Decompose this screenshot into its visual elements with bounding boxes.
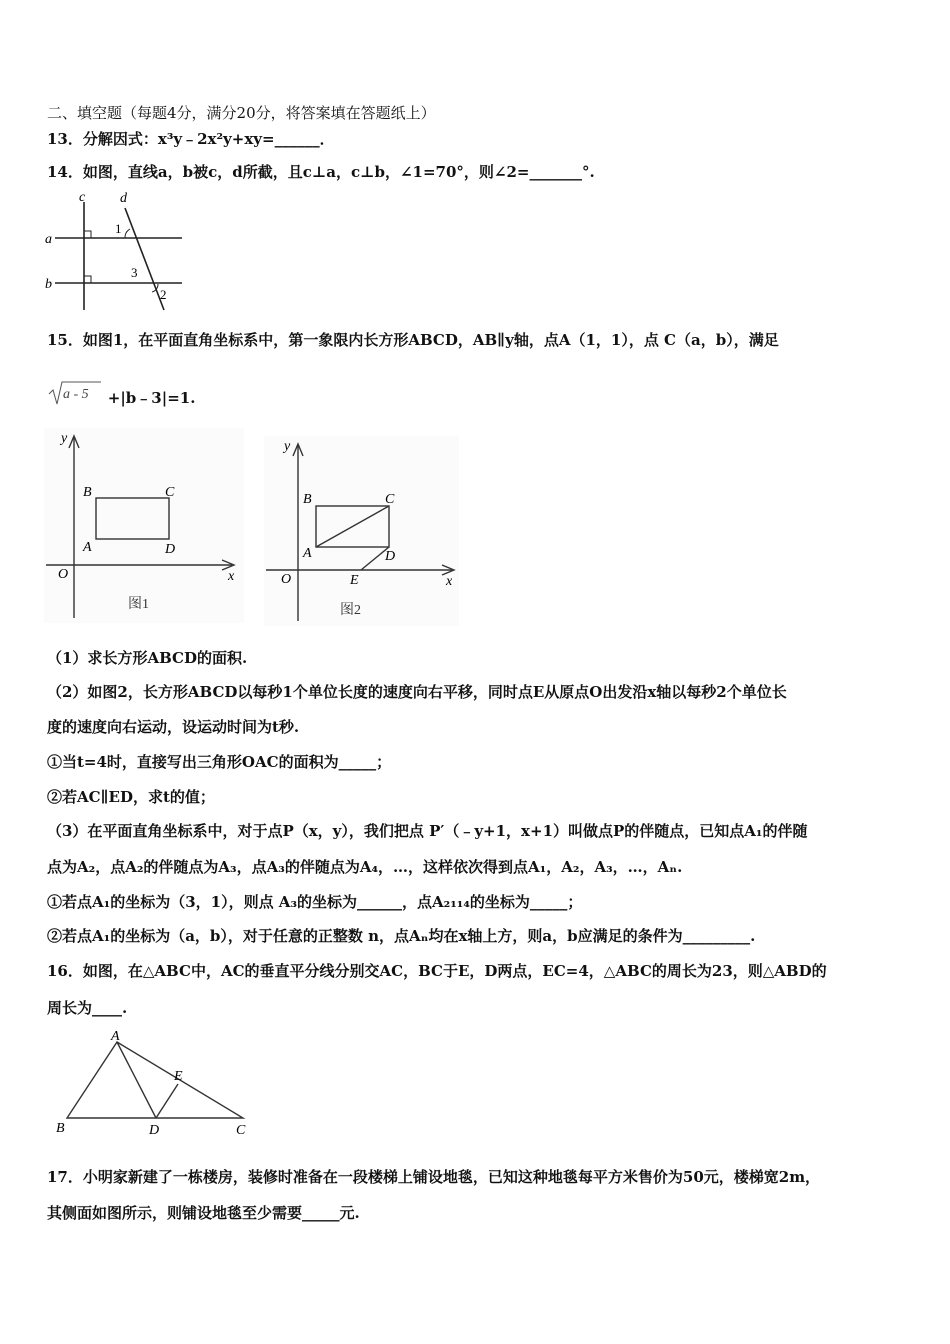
section-heading: 二、填空题（每题4分，满分20分，将答案填在答题纸上）: [47, 104, 436, 122]
fig2-label-B: B: [303, 492, 312, 507]
q15-part1: （1）求长方形ABCD的面积.: [47, 649, 248, 667]
fig2-label-x: x: [446, 574, 453, 589]
q14-label-2: 2: [160, 287, 167, 302]
q14-label-c: c: [79, 190, 86, 205]
q14-label-b: b: [45, 277, 52, 292]
q16-figure: [50, 1028, 255, 1143]
fig1-label-A: A: [83, 540, 92, 555]
q15-figure-1: [44, 428, 244, 623]
q14-label-1: 1: [115, 221, 122, 236]
q16-label-B: B: [56, 1121, 65, 1136]
q15-part2-line1: （2）如图2，长方形ABCD以每秒1个单位长度的速度向右平移，同时点E从原点O出发沿x轴以每秒2个单位长: [47, 683, 787, 701]
q14-text: 14．如图，直线a，b被c，d所截，且c⊥a，c⊥b，∠1=70°，则∠2=_______°.: [47, 163, 595, 181]
q17-line1: 17．小明家新建了一栋楼房，装修时准备在一段楼梯上铺设地毯，已知这种地毯每平方米售价为50元，楼梯宽2m，: [47, 1168, 821, 1186]
q15-part2-line2: 度的速度向右运动，设运动时间为t秒.: [47, 718, 300, 736]
fig1-label-x: x: [228, 569, 235, 584]
q14-label-3: 3: [131, 265, 138, 280]
q16-label-C: C: [236, 1123, 246, 1138]
q13-text: 13．分解因式：x³y﹣2x²y+xy=______．: [47, 130, 335, 148]
fig1-label-y: y: [61, 431, 68, 446]
fig2-caption: 图2: [340, 603, 361, 618]
q15-part2-item1: ①当t=4时，直接写出三角形OAC的面积为_____；: [47, 753, 392, 771]
q15-condition-tail: +|b﹣3|=1.: [107, 389, 196, 407]
q15-part2-item2: ②若AC∥ED，求t的值；: [47, 788, 215, 806]
fig1-caption: 图1: [128, 597, 149, 612]
fig1-label-D: D: [165, 542, 176, 557]
fig1-label-O: O: [58, 567, 69, 582]
q15-part3-item1: ①若点A₁的坐标为（3，1），则点 A₃的坐标为______，点A₂₁₁₄的坐标为_____；: [47, 893, 583, 911]
q16-line2: 周长为____.: [47, 999, 128, 1017]
q15-part3-item2: ②若点A₁的坐标为（a，b），对于任意的正整数 n，点Aₙ均在x轴上方，则a，b应满足的条件为_________.: [47, 927, 756, 945]
q16-line1: 16．如图，在△ABC中，AC的垂直平分线分别交AC，BC于E，D两点，EC=4，△ABC的周长为23，则△ABD的: [47, 962, 827, 980]
q15-part3-line1: （3）在平面直角坐标系中，对于点P（x，y），我们把点 P′（﹣y+1，x+1）叫做点P的伴随点，已知点A₁的伴随: [47, 822, 808, 840]
q16-label-E: E: [174, 1069, 183, 1084]
fig1-label-C: C: [165, 485, 175, 500]
q15-part3-line2: 点为A₂，点A₂的伴随点为A₃，点A₃的伴随点为A₄，…，这样依次得到点A₁，A₂，A₃，…，Aₙ.: [47, 858, 683, 876]
fig2-label-A: A: [303, 546, 312, 561]
q15-sqrt: [47, 378, 103, 408]
fig1-label-B: B: [83, 485, 92, 500]
q15-condition: [47, 378, 195, 408]
q17-line2: 其侧面如图所示，则铺设地毯至少需要_____元.: [47, 1204, 360, 1222]
fig2-label-C: C: [385, 492, 395, 507]
q16-label-A: A: [111, 1029, 120, 1044]
q15-line1: 15．如图1，在平面直角坐标系中，第一象限内长方形ABCD，AB∥y轴，点A（1，1），点 C（a，b），满足: [47, 331, 779, 349]
fig2-label-D: D: [385, 549, 396, 564]
q15-figure-2: [264, 436, 459, 626]
q14-label-d: d: [120, 191, 127, 206]
fig2-label-E: E: [350, 573, 359, 588]
q14-figure: [40, 188, 190, 313]
fig2-label-O: O: [281, 572, 292, 587]
q16-label-D: D: [149, 1123, 160, 1138]
fig2-label-y: y: [284, 439, 291, 454]
q15-sqrt-expr: a - 5: [63, 387, 89, 402]
q14-label-a: a: [45, 232, 52, 247]
